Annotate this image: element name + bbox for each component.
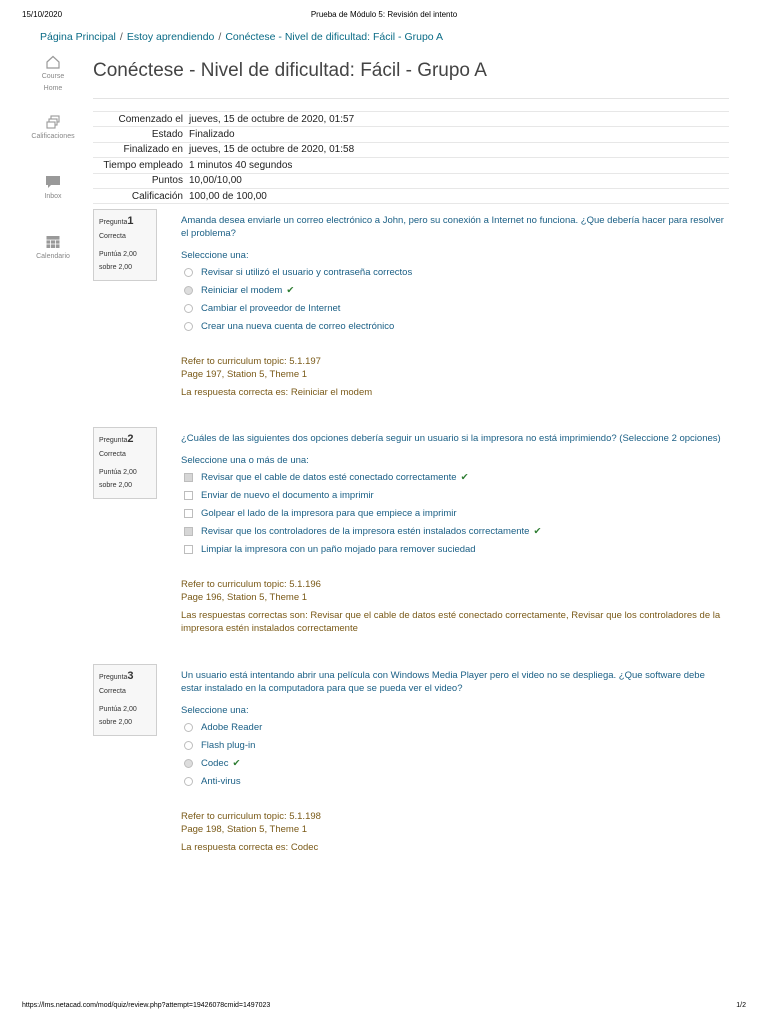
- answer-option[interactable]: [184, 468, 726, 486]
- radio-button-selected[interactable]: [184, 286, 193, 295]
- checkbox[interactable]: [184, 509, 193, 518]
- question-feedback: [181, 810, 726, 854]
- question-grade-max: sobre 2,00: [99, 719, 133, 726]
- print-title: Prueba de Módulo 5: Revisión del intento: [310, 10, 458, 19]
- question-feedback: [181, 355, 726, 399]
- radio-button[interactable]: [184, 322, 193, 331]
- checkbox-checked[interactable]: [184, 527, 193, 536]
- title-divider: [93, 98, 729, 99]
- question-content: [181, 669, 726, 854]
- answer-option[interactable]: [184, 540, 726, 558]
- radio-button[interactable]: [184, 268, 193, 277]
- summary-row: [93, 158, 729, 173]
- sidebar-item-calendar[interactable]: [22, 235, 84, 295]
- answer-label: Revisar si utilizó el usuario y contraseña correctos: [201, 266, 413, 278]
- correct-answer-text: La respuesta correcta es: Codec: [181, 842, 319, 853]
- question-text: Un usuario está intentando abrir una película con Windows Media Player pero el video no se despliega. ¿Que software debe estar instalado en la computadora para que se pueda ver el video?: [181, 670, 705, 694]
- question-grade: Puntúa 2,00: [99, 706, 137, 713]
- checkbox[interactable]: [184, 491, 193, 500]
- curriculum-reference: Refer to curriculum topic: 5.1.196: [181, 579, 321, 590]
- sidebar-nav: [22, 55, 84, 295]
- answer-prompt: Seleccione una:: [181, 250, 249, 261]
- curriculum-reference: Refer to curriculum topic: 5.1.197: [181, 356, 321, 367]
- answer-option[interactable]: [184, 263, 726, 281]
- radio-button[interactable]: [184, 304, 193, 313]
- page-reference: Page 197, Station 5, Theme 1: [181, 369, 308, 380]
- summary-row: [93, 127, 729, 142]
- sidebar-item-label: Inbox: [44, 193, 62, 200]
- summary-label: Finalizado en: [93, 142, 189, 157]
- question-number: 3: [127, 670, 134, 682]
- question-content: [181, 214, 726, 399]
- page-title: Conéctese - Nivel de dificultad: Fácil - Grupo A: [93, 60, 487, 81]
- breadcrumb: [40, 31, 443, 43]
- radio-button[interactable]: [184, 723, 193, 732]
- correct-check-icon: ✔: [460, 471, 469, 483]
- sidebar-item-inbox[interactable]: [22, 175, 84, 235]
- page-reference: Page 198, Station 5, Theme 1: [181, 824, 308, 835]
- summary-label: Tiempo empleado: [93, 158, 189, 173]
- summary-row: [93, 112, 729, 127]
- summary-row: [93, 173, 729, 188]
- answer-prompt: Seleccione una:: [181, 705, 249, 716]
- answer-prompt: Seleccione una o más de una:: [181, 455, 309, 466]
- question-number: 1: [127, 215, 134, 227]
- question-text: ¿Cuáles de las siguientes dos opciones debería seguir un usuario si la impresora no está imprimiendo? (Seleccione 2 opciones): [181, 433, 721, 444]
- home-icon: [45, 55, 61, 69]
- question-state: Correcta: [99, 233, 126, 240]
- breadcrumb-separator: /: [119, 31, 123, 43]
- print-date: 15/10/2020: [22, 10, 63, 19]
- sidebar-item-grades[interactable]: [22, 115, 84, 175]
- attempt-summary-table: [93, 111, 729, 204]
- question-text: Amanda desea enviarle un correo electrónico a John, pero su conexión a Internet no funciona. ¿Que debería hacer para resolver el problema?: [181, 215, 724, 239]
- answer-option[interactable]: [184, 754, 726, 772]
- question-info-box: [93, 664, 157, 736]
- page-reference: Page 196, Station 5, Theme 1: [181, 592, 308, 603]
- answer-label: Revisar que el cable de datos esté conectado correctamente: [201, 471, 457, 483]
- summary-value: jueves, 15 de octubre de 2020, 01:57: [189, 112, 729, 127]
- breadcrumb-learning-link[interactable]: Estoy aprendiendo: [126, 31, 215, 43]
- question-grade-max: sobre 2,00: [99, 482, 133, 489]
- sidebar-item-label: Home: [43, 85, 63, 92]
- correct-answer-text: Las respuestas correctas son: Revisar que el cable de datos esté conectado correctamente, Revisar que los controladores de la impresora estén instalados correctamente: [181, 610, 721, 634]
- inbox-icon: [45, 175, 61, 189]
- answer-option[interactable]: [184, 718, 726, 736]
- answer-label: Reiniciar el modem: [201, 284, 283, 296]
- sidebar-item-course-home[interactable]: [22, 55, 84, 115]
- question-label: Pregunta: [99, 437, 128, 444]
- question-grade-max: sobre 2,00: [99, 264, 133, 271]
- answer-label: Cambiar el proveedor de Internet: [201, 302, 341, 314]
- answer-option[interactable]: [184, 281, 726, 299]
- sidebar-item-label: Calificaciones: [31, 133, 75, 140]
- answer-label: Adobe Reader: [201, 721, 263, 733]
- question-state: Correcta: [99, 688, 126, 695]
- answer-option[interactable]: [184, 736, 726, 754]
- radio-button-selected[interactable]: [184, 759, 193, 768]
- question-info-box: [93, 209, 157, 281]
- answer-label: Codec: [201, 757, 229, 769]
- curriculum-reference: Refer to curriculum topic: 5.1.198: [181, 811, 321, 822]
- answer-option[interactable]: [184, 317, 726, 335]
- summary-value: Finalizado: [189, 127, 729, 142]
- answer-option[interactable]: [184, 299, 726, 317]
- radio-button[interactable]: [184, 741, 193, 750]
- question-grade: Puntúa 2,00: [99, 469, 137, 476]
- breadcrumb-quiz-link[interactable]: Conéctese - Nivel de dificultad: Fácil - Grupo A: [225, 31, 443, 43]
- summary-label: Comenzado el: [93, 112, 189, 127]
- calendar-icon: [45, 235, 61, 249]
- answer-label: Anti-virus: [201, 775, 241, 787]
- breadcrumb-home-link[interactable]: Página Principal: [40, 31, 116, 43]
- correct-check-icon: ✔: [533, 525, 542, 537]
- question-number: 2: [127, 433, 134, 445]
- print-page-number: 1/2: [736, 1002, 746, 1009]
- answer-option[interactable]: [184, 486, 726, 504]
- summary-value: 100,00 de 100,00: [189, 188, 729, 203]
- question-feedback: [181, 578, 726, 635]
- radio-button[interactable]: [184, 777, 193, 786]
- answer-list: [184, 468, 726, 558]
- answer-label: Enviar de nuevo el documento a imprimir: [201, 489, 374, 501]
- summary-label: Estado: [93, 127, 189, 142]
- grades-icon: [45, 115, 61, 129]
- question-state: Correcta: [99, 451, 126, 458]
- answer-list: [184, 718, 726, 790]
- question-content: [181, 432, 726, 635]
- answer-label: Revisar que los controladores de la impresora estén instalados correctamente: [201, 525, 530, 537]
- checkbox[interactable]: [184, 545, 193, 554]
- checkbox-checked[interactable]: [184, 473, 193, 482]
- sidebar-item-label: Course: [41, 73, 65, 80]
- breadcrumb-separator: /: [218, 31, 222, 43]
- summary-row: [93, 188, 729, 203]
- answer-option[interactable]: [184, 504, 726, 522]
- question-info-box: [93, 427, 157, 499]
- question-grade: Puntúa 2,00: [99, 251, 137, 258]
- answer-label: Limpiar la impresora con un paño mojado para remover suciedad: [201, 543, 476, 555]
- print-url: https://lms.netacad.com/mod/quiz/review.php?attempt=19426078cmid=1497023: [22, 1002, 271, 1009]
- answer-list: [184, 263, 726, 335]
- answer-option[interactable]: [184, 522, 726, 540]
- summary-label: Calificación: [93, 188, 189, 203]
- answer-label: Flash plug-in: [201, 739, 256, 751]
- question-label: Pregunta: [99, 219, 128, 226]
- summary-value: jueves, 15 de octubre de 2020, 01:58: [189, 142, 729, 157]
- correct-check-icon: ✔: [232, 757, 241, 769]
- answer-option[interactable]: [184, 772, 726, 790]
- summary-value: 10,00/10,00: [189, 173, 729, 188]
- summary-label: Puntos: [93, 173, 189, 188]
- sidebar-item-label: Calendario: [36, 253, 70, 260]
- question-label: Pregunta: [99, 674, 128, 681]
- answer-label: Golpear el lado de la impresora para que empiece a imprimir: [201, 507, 457, 519]
- summary-value: 1 minutos 40 segundos: [189, 158, 729, 173]
- correct-check-icon: ✔: [286, 284, 295, 296]
- answer-label: Crear una nueva cuenta de correo electrónico: [201, 320, 395, 332]
- summary-row: [93, 142, 729, 157]
- correct-answer-text: La respuesta correcta es: Reiniciar el modem: [181, 387, 373, 398]
